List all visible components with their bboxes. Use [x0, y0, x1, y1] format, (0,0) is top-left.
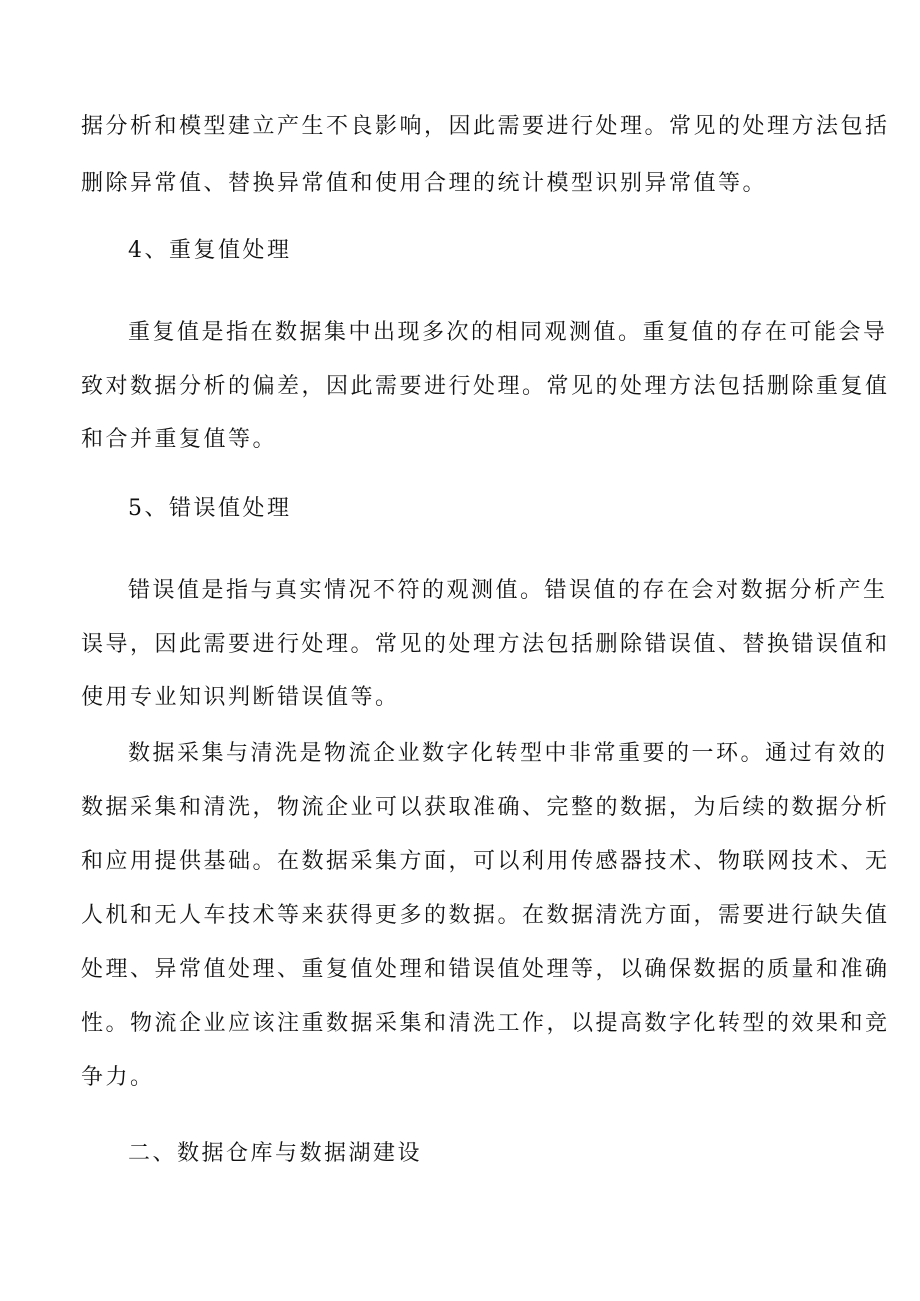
paragraph-4-line-1: 数据采集与清洗是物流企业数字化转型中非常重要的一环。通过有效的: [128, 741, 888, 766]
paragraph-4-line-2: 数据采集和清洗，物流企业可以获取准确、完整的数据，为后续的数据分析: [81, 795, 890, 820]
paragraph-4-line-6: 性。物流企业应该注重数据采集和清洗工作，以提高数字化转型的效果和竞: [81, 1011, 890, 1036]
paragraph-4-line-4: 人机和无人车技术等来获得更多的数据。在数据清洗方面，需要进行缺失值: [81, 903, 890, 928]
paragraph-4-line-7: 争力。: [81, 1065, 155, 1090]
paragraph-3-line-3: 使用专业知识判断错误值等。: [81, 685, 400, 710]
paragraph-4-line-5: 处理、异常值处理、重复值处理和错误值处理等，以确保数据的质量和准确: [81, 957, 890, 982]
paragraph-3-line-1: 错误值是指与真实情况不符的观测值。错误值的存在会对数据分析产生: [128, 578, 888, 603]
paragraph-2-line-2: 致对数据分析的偏差，因此需要进行处理。常见的处理方法包括删除重复值: [81, 374, 890, 399]
heading-5: 5、错误值处理: [128, 496, 292, 521]
paragraph-4-line-3: 和应用提供基础。在数据采集方面，可以利用传感器技术、物联网技术、无: [81, 849, 890, 874]
paragraph-2-line-3: 和合并重复值等。: [81, 427, 278, 452]
paragraph-2-line-1: 重复值是指在数据集中出现多次的相同观测值。重复值的存在可能会导: [128, 320, 888, 345]
paragraph-1-line-1: 据分析和模型建立产生不良影响，因此需要进行处理。常见的处理方法包括: [81, 114, 890, 139]
paragraph-1-line-2: 删除异常值、替换异常值和使用合理的统计模型识别异常值等。: [81, 171, 768, 196]
section-heading: 二、数据仓库与数据湖建设: [128, 1141, 423, 1166]
heading-4: 4、重复值处理: [128, 238, 292, 263]
paragraph-3-line-2: 误导，因此需要进行处理。常见的处理方法包括删除错误值、替换错误值和: [81, 632, 890, 657]
